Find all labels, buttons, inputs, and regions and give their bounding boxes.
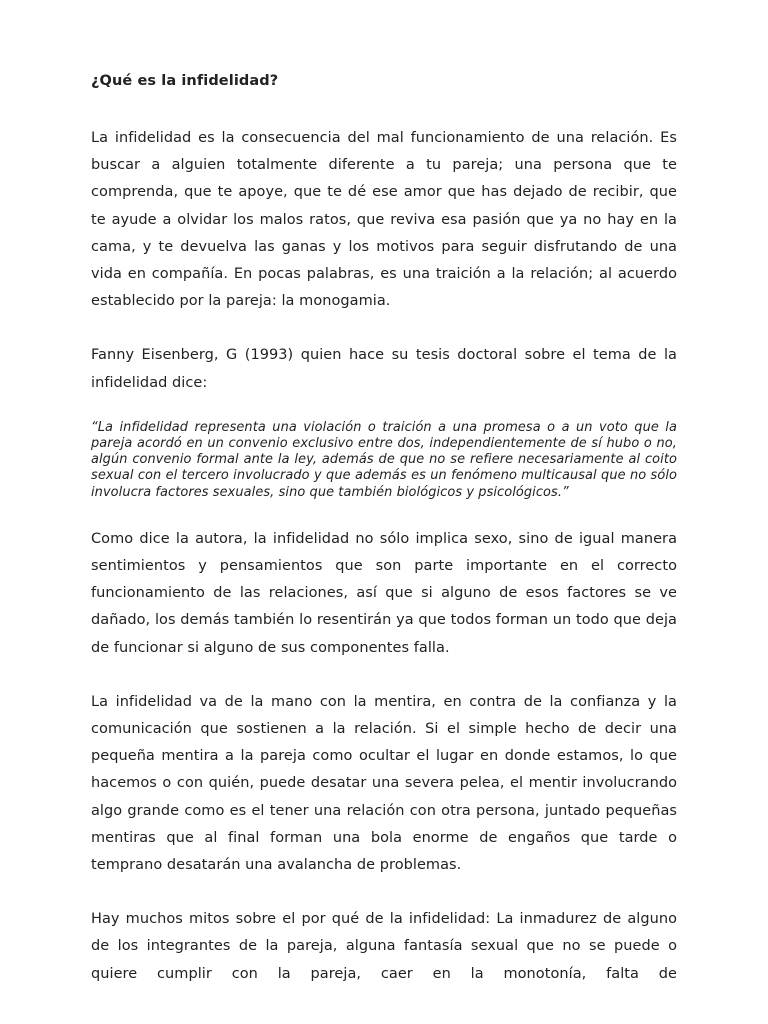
paragraph-lies: La infidelidad va de la mano con la mentira, en contra de la confianza y la comunicación que sostienen a la relación. Si el simple hecho de decir una pequeña mentira a la pareja como ocultar el lugar en donde estamos, lo que hacemos o con quién, puede desatar una severa pelea, el mentir involucrando algo grande como es el tener una relación con otra persona, juntado pequeñas mentiras que al final forman una bola enorme de engaños que tarde o temprano desatarán una avalancha de problemas. bbox=[91, 693, 677, 874]
paragraph-myths: Hay muchos mitos sobre el por qué de la infidelidad: La inmadurez de alguno de los integrantes de la pareja, alguna fantasía sexual que no se puede o quiere cumplir con la pareja, caer en la monotonía, falta de bbox=[91, 911, 677, 982]
document-title: ¿Qué es la infidelidad? bbox=[91, 73, 279, 89]
paragraph-citation-intro: Fanny Eisenberg, G (1993) quien hace su tesis doctoral sobre el tema de la infidelidad dice: bbox=[91, 347, 677, 391]
paragraph-author-commentary: Como dice la autora, la infidelidad no sólo implica sexo, sino de igual manera sentimientos y pensamientos que son parte importante en el correcto funcionamiento de las relaciones, así que si alguno de esos factores se ve dañado, los demás también lo resentirán ya que todos forman un todo que deja de funcionar si alguno de sus componentes falla. bbox=[91, 530, 677, 656]
block-quote: “La infidelidad representa una violación o traición a una promesa o a un voto que la pareja acordó en un convenio exclusivo entre dos, independientemente de sí hubo o no, algún convenio formal ante la ley, además de que no se refiere necesariamente al coito sexual con el tercero involucrado y que además es un fenómeno multicausal que no sólo involucra factores sexuales, sino que también biológicos y psicológicos.” bbox=[91, 419, 677, 500]
paragraph-definition: La infidelidad es la consecuencia del mal funcionamiento de una relación. Es buscar a alguien totalmente diferente a tu pareja; una persona que te comprenda, que te apoye, que te dé ese amor que has dejado de recibir, que te ayude a olvidar los malos ratos, que reviva esa pasión que ya no hay en la cama, y te devuelva las ganas y los motivos para seguir disfrutando de una vida en compañía. En pocas palabras, es una traición a la relación; al acuerdo establecido por la pareja: la monogamia. bbox=[91, 130, 677, 310]
